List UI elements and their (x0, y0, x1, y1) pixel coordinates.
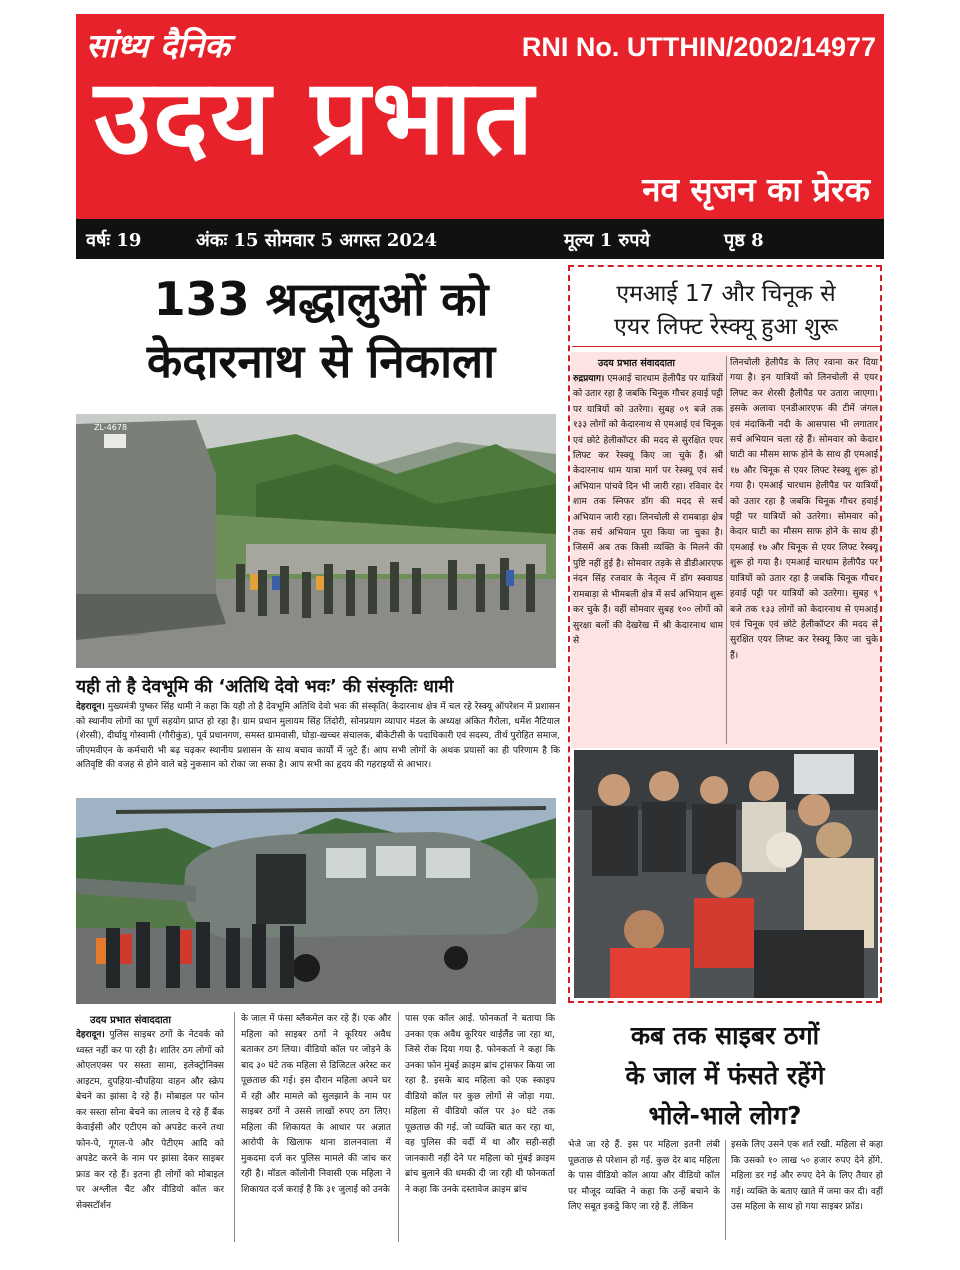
rescue-story-col2: लिनचोली हेलीपैड के लिए रवाना कर दिया गया है। इन यात्रियों को लिनचोली से एयर लिफ्ट कर शेरसी हैलीपैड पर उतारा जाएगा। इसके अलावा एनडीआरएफ की टीमें जंगल एवं मंदाकिनी नदी के आसपास भी लगातार सर्च अभियान चला रहे हैं। सोमवार को केदार घाटी का मौसम साफ होने के साथ ही एमआई १७ और चिनूक से एयर लिफ्ट रेस्क्यू शुरू हो गया है। एमआई चारधाम हेलीपैड पर यात्रियों को उतार रहा है जबकि चिनूक गौचर हवाई पट्टी पर यात्रियों को उतरेगा। सोमवार को केदार घाटी का मौसम साफ होने के साथ ही एमआई १७ और चिनूक से एयर लिफ्ट रेस्क्यू शुरू हो गया है। एमआई चारधाम हेलीपैड पर यात्रियों को उतार रहा है जबकि चिनूक गौचर हवाई पट्टी पर यात्रियों को उतरेगा। सुबह ९ बजे तक १३३ लोगों को केदारनाथ से एमआई एवं चिनूक एवं छोटे हेलीकॉप्टर की मदद से सुरक्षित एयर लिफ्ट कर रेस्क्यू किए जा चुके हैं। (730, 358, 878, 661)
cyber-col1-body: पुलिस साइबर ठगों के नेटवर्क को ध्वस्त नहीं कर पा रही है। शातिर ठग लोगों को ओएलएक्स पर सस्ता सामा, इलेक्ट्रोनिक्स आइटम, दुपहिया-चौपहिया वाहन और स्क्रेप बेचने का झांसा दे रहे हैं। मोबाइल पर फोन कर सस्ता सोना बेचने का लालच दे रहे हैं बैंक केवाईसी और एटीएम को अपडेट करने तथा फोन-पे, गूगल-पे और पेटीएम आदि को अपडेट करने के नाम पर झांसा देकर साइबर फ्राड कर रहे हैं। इतना ही लोगों को मोबाइल पर अश्लील चैट और वीडियो कॉल कर सेक्सटॉर्शन (76, 1030, 224, 1211)
masthead-motto: नव सृजन का प्रेरक (642, 170, 870, 209)
issue-year: वर्षः 19 (86, 230, 142, 251)
masthead (76, 14, 884, 219)
masthead-tagline: सांध्य दैनिक (86, 26, 230, 65)
lead-headline (76, 268, 566, 392)
lead-headline-line1: 133 श्रद्धालुओं को (153, 272, 489, 326)
rni-number: RNI No. UTTHIN/2002/14977 (521, 32, 876, 62)
issue-price: मूल्य 1 रुपये (564, 230, 650, 251)
cyber-story-byline: उदय प्रभात संवाददाता (90, 1015, 171, 1026)
cyber-story-col5: इसके लिए उसने एक शर्त रखी. महिला से कहा कि उसको १० लाख ५० हजार रुपए देने होंगे. महिला डर गई और रुपए देने के लिए तैयार हो गई। व्यक्ति के बताए खाते में जमा कर दी। वहीं उस महिला के साथ हो गया साइबर फ्रॉड। (731, 1140, 883, 1212)
cyber-story-col1 (76, 1028, 224, 1242)
rescue-byline: उदय प्रभात संवाददाता (598, 358, 675, 369)
story-body: मुख्यमंत्री पुष्कर सिंह धामी ने कहा कि यही तो है देवभूमि अतिथि देवो भवः की संस्कृति( केदारनाथ क्षेत्र में चल रहे रेस्क्यू ऑपरेशन में प्रशासन को स्थानीय लोगों का पूर्ण सहयोग प्राप्त हो रहा है। ग्राम प्रधान मुलायम सिंह तिंदोरी, सोनप्रयाग व्यापार मंडल के अध्यक्ष अंकित गैरोला, धर्मेश नैटियाल (शेरसी), दीर्घायु गोस्वामी (गौरीकुंड), पूर्व प्रधानगण, समस्त ग्रामवासी, घोड़ा-खच्चर संचालक, बीकेटीसी के पदाधिकारी एवं सदस्य, तीर्थ पुरोहित समाज, जीएमवीएन के कर्मचारी भी बढ़ चढ़कर स्थानीय प्रशासन के साथ बचाव कार्यों में जुटे हैं। आप सभी लोगों के अथक प्रयासों का ही परिणाम है कि अतिवृष्टि की वजह से होने वाले बड़े नुकसान को रोका जा सका है। आप सभी का हृदय की गहराइयों से आभार। (76, 702, 560, 771)
mi17-helicopter-photo (76, 798, 556, 1004)
rescue-story-col1 (573, 372, 723, 744)
rescue-headline (570, 278, 882, 344)
passengers-in-helicopter-photo (574, 750, 878, 998)
chinook-evacuation-photo (76, 414, 556, 668)
column-divider (725, 1140, 726, 1240)
column-divider (234, 1012, 235, 1242)
aircraft-tail-number: ZL-4678 (94, 423, 128, 432)
rescue-col1-body: एमआई चारधाम हेलीपैड पर यात्रियों को उतार रहा है जबकि चिनूक गौचर हवाई पट्टी पर यात्रियों को उतरेगा। सुबह ०९ बजे तक १३३ लोगों को केदारनाथ से एमआई एवं चिनूक एवं छोटे हेलीकॉप्टर की मदद से सुरक्षित एयर लिफ्ट कर रेस्क्यू किए जा चुके हैं। श्री केदारनाथ धाम यात्रा मार्ग पर रेस्क्यू एवं सर्च अभियान पांचवे दिन भी जारी रहा। रविवार देर शाम तक स्निफर डॉग की मदद से सर्च अभियान जारी रहा। लिनचोली से रामबाड़ा क्षेत्र तक सर्च अभियान पूरा किया जा चुका है। जिसमें अब तक किसी व्यक्ति के मिलने की पुष्टि नहीं हुई है। सोमवार तड़के से डीडीआरएफ नंदन सिंह रजवार के नेतृत्व में डॉग स्क्वायड रामबाड़ा से भीमबली क्षेत्र में सर्च अभियान शुरू कर चुके हैं। वहीं सोमवार सुबह १०० लोगों को सुरक्षा बलों की देखरेख में श्री केदारनाथ धाम से (573, 374, 723, 646)
dateline: देहरादून। (76, 702, 105, 712)
column-divider (726, 356, 727, 744)
cyber-headline-line1: कब तक साइबर ठगों (630, 1021, 820, 1050)
rescue-headline-line1: एमआई 17 और चिनूक से (616, 281, 836, 307)
lead-headline-line2: केदारनाथ से निकाला (146, 334, 496, 388)
page-number: पृष्ठ 8 (724, 230, 764, 251)
rescue-dateline: रुद्रप्रयाग। (573, 374, 605, 384)
headline-rule (572, 346, 880, 347)
photo-caption-dhami: यही तो है देवभूमि की ‘अतिथि देवो भवः’ की संस्कृतिः धामी (76, 677, 454, 697)
dhami-story-text (76, 700, 560, 788)
cyber-dateline: देहरादून। (76, 1030, 105, 1040)
newspaper-name: उदय प्रभात (94, 56, 536, 178)
rescue-headline-line2: एयर लिफ्ट रेस्क्यू हुआ शुरू (614, 314, 838, 340)
cyber-story-col2: के जाल में फंसा ब्लैकमेल कर रहे हैं। एक और महिला को साइबर ठगों ने कूरियर अवैध बताकर ठग लिया। वीडियो कॉल पर जोड़ने के बाद ३० घंटे तक महिला से डिजिटल अरेस्ट कर पूछताछ की गई। इस दौरान महिला अपने घर में रही और मामले को सुलझाने के नाम पर साइबर ठगों ने उससे लाखों रुपए ठग लिए। महिला की शिकायत के आधार पर अज्ञात आरोपी के खिलाफ थाना डालनवाला में मुकदमा दर्ज कर पुलिस मामले की जांच कर रही है। मॉडल कॉलोनी निवासी एक महिला ने शिकायत दर्ज कराई है कि ३१ जुलाई को उनके (241, 1014, 391, 1195)
issue-info-bar (76, 219, 884, 259)
column-divider (398, 1012, 399, 1242)
cyber-story-col4: भेजे जा रहे हैं. इस पर महिला इतनी लंबी पूछताछ से परेशान हो गई. कुछ देर बाद महिला के पास वीडियो कॉल आया और वीडियो कॉल पर मौजूद व्यक्ति ने कहा कि उन्हें बचाने के लिए सबूत इकट्ठे किए जा रहे हैं. लेकिन (568, 1140, 720, 1212)
issue-number-date: अंकः 15 सोमवार 5 अगस्त 2024 (196, 230, 437, 251)
cyber-headline-line3: भोले-भाले लोग? (648, 1101, 802, 1130)
cyber-fraud-headline (568, 1016, 882, 1136)
cyber-headline-line2: के जाल में फंसते रहेंगे (625, 1061, 825, 1090)
cyber-story-col3: पास एक कॉल आई. फोनकर्ता ने बताया कि उनका एक अवैध कूरियर थाईलैंड जा रहा था, जिसे रोक दिया गया है. फोनकर्ता ने कहा कि उनका फोन मुंबई क्राइम ब्रांच ट्रांसफर किया जा रहा है. इसके बाद महिला को एक स्काइप वीडियो कॉल पर कुछ लोगों से जोड़ा गया. महिला से वीडियो कॉल पर ३० घंटे तक पूछताछ की गई. जो व्यक्ति बात कर रहा था, वह पुलिस की वर्दी में था और सही-सही जानकारी नहीं देने पर महिला को मुंबई क्राइम ब्रांच बुलाने की धमकी दी जा रही थी फोनकर्ता ने कहा कि उनके दस्तावेज क्राइम ब्रांच (405, 1014, 555, 1195)
